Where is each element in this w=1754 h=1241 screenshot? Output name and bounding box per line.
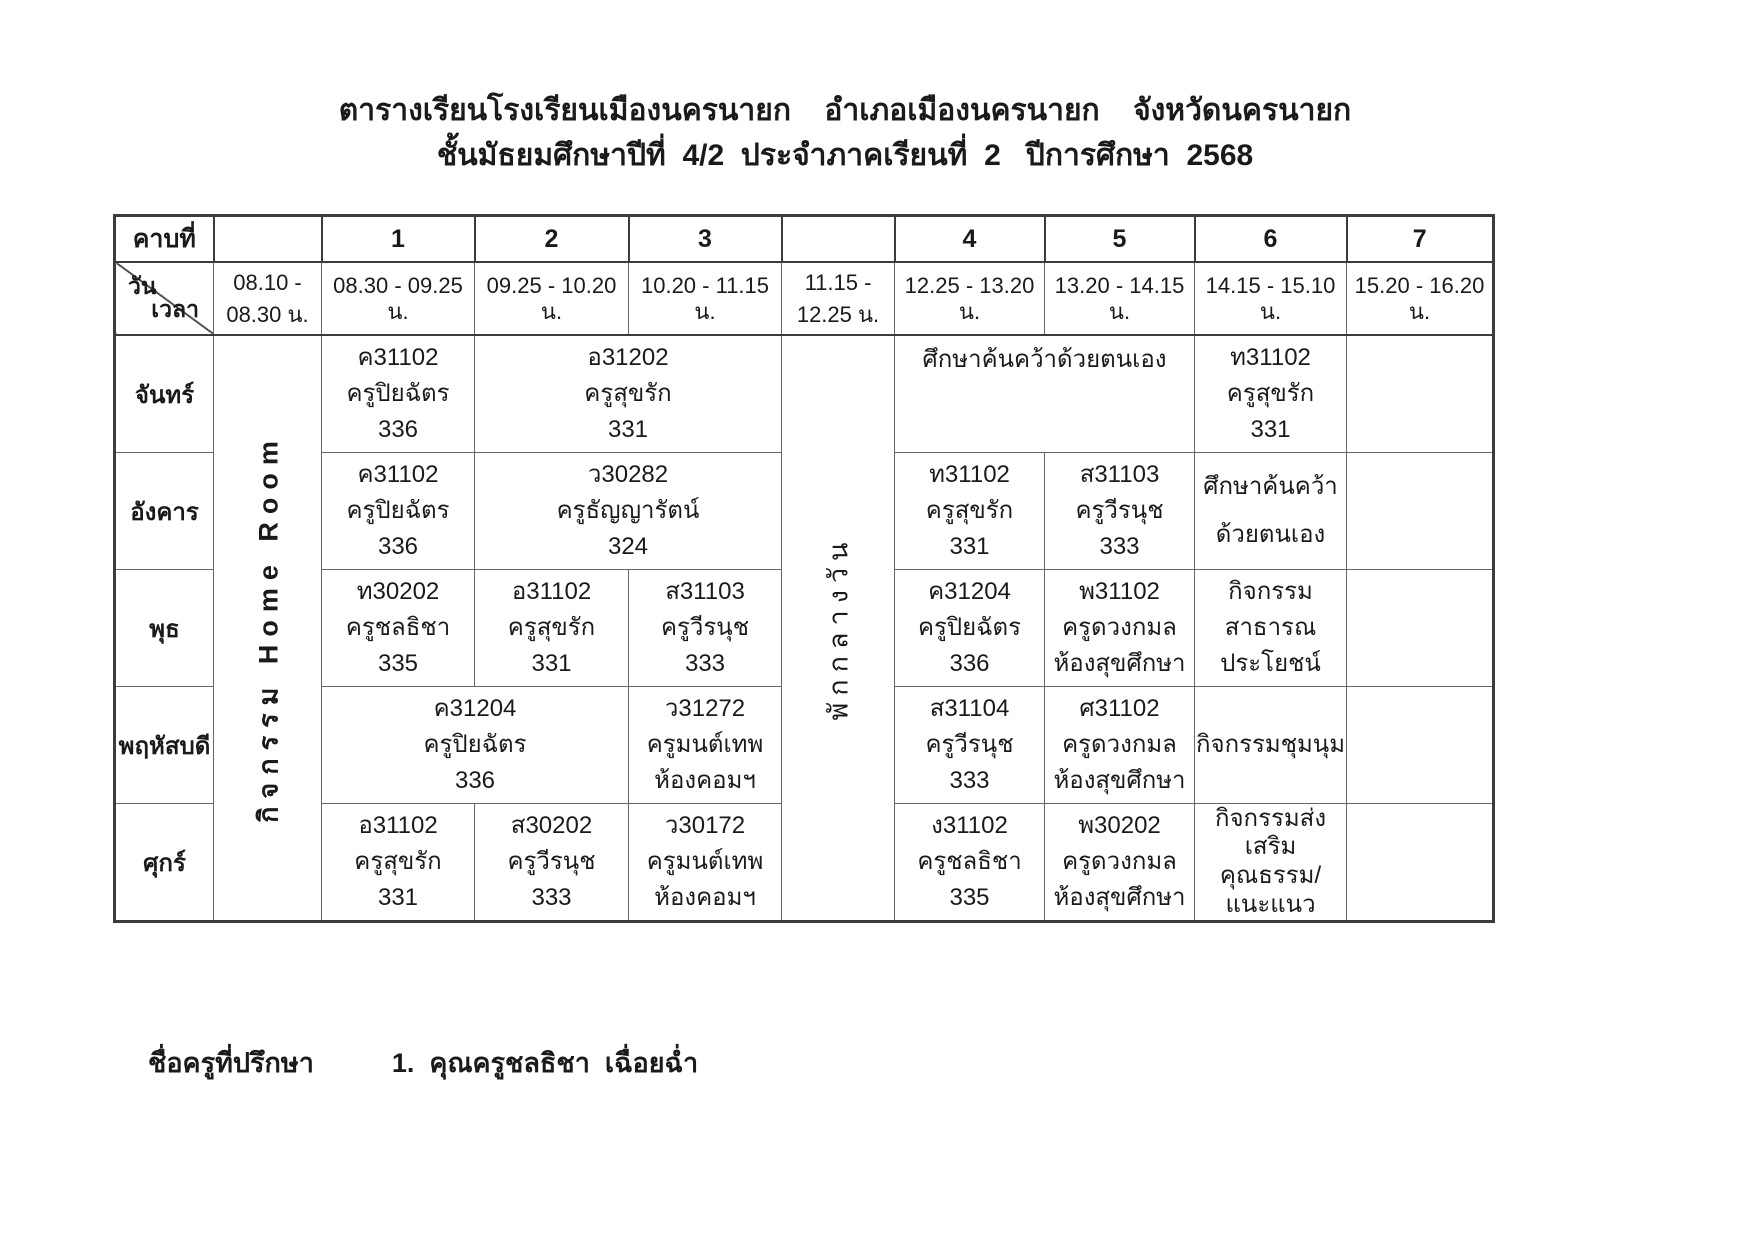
- cell-line: 336: [454, 767, 496, 795]
- subject-cell: [322, 335, 475, 453]
- subject-cell: [1195, 453, 1347, 570]
- cell-line: ครูชลธิชา: [345, 614, 451, 642]
- cell-line: กิจกรรมส่งเสริม: [1214, 805, 1327, 860]
- cell-line: 12.25 - 13.20 น.: [904, 273, 1035, 324]
- lunch-vertical-label: พักกลางวัน: [823, 535, 854, 721]
- cell-line: ท30202: [356, 578, 440, 606]
- cell-line: ด้วยตนเอง: [1215, 521, 1326, 549]
- subject-cell: [629, 804, 782, 922]
- time-row: [115, 262, 1494, 335]
- subject-cell: [475, 570, 629, 687]
- title-block: [113, 88, 1577, 178]
- cell-line: กิจกรรม: [1228, 578, 1313, 606]
- subject-cell: [1195, 570, 1347, 687]
- time-period-6: [1195, 262, 1347, 335]
- cell-line: ห้องสุขศึกษา: [1053, 650, 1186, 678]
- cell-line: 14.15 - 15.10 น.: [1205, 273, 1336, 324]
- table-row-monday: [115, 335, 1494, 453]
- cell-line: ส30202: [510, 812, 593, 840]
- cell-line: 324: [607, 533, 649, 561]
- cell-line: ว30172: [664, 812, 746, 840]
- cell-line: ครูปิยฉัตร: [423, 731, 527, 759]
- cell-line: 335: [377, 650, 419, 678]
- subject-cell-empty: [1347, 687, 1494, 804]
- time-period-1: [322, 262, 475, 335]
- cell-line: ศ31102: [1079, 695, 1160, 723]
- header-blank-lunch: [782, 216, 895, 263]
- cell-line: ส31103: [1079, 461, 1160, 489]
- cell-line: ว31272: [664, 695, 746, 723]
- cell-line: ประโยชน์: [1220, 650, 1321, 678]
- cell-line: ครูสุขรัก: [925, 497, 1014, 525]
- cell-line: ส31103: [665, 578, 745, 606]
- subject-cell: [322, 453, 475, 570]
- cell-line: ครูวีรนุช: [660, 614, 749, 642]
- cell-line: ค31204: [928, 578, 1011, 606]
- cell-line: 333: [684, 650, 726, 678]
- page-subtitle: ชั้นมัธยมศึกษาปีที่ 4/2 ประจำภาคเรียนที่ 2 ปีการศึกษา 2568: [436, 139, 1254, 172]
- cell-line: 336: [377, 533, 419, 561]
- cell-line: 331: [949, 533, 990, 561]
- period-number-5: 5: [1045, 216, 1195, 263]
- cell-line: ครูมนต์เทพ: [646, 848, 764, 876]
- cell-line: ท31102: [1230, 344, 1311, 372]
- cell-line: 08.30 - 09.25 น.: [333, 273, 463, 324]
- cell-line: คุณธรรม/: [1219, 862, 1322, 889]
- cell-line: สาธารณ: [1224, 614, 1317, 642]
- cell-line: ครูปิยฉัตร: [917, 614, 1022, 642]
- period-number-3: 3: [629, 216, 782, 263]
- cell-line: 11.15 -: [804, 270, 872, 296]
- cell-line: 12.25 น.: [796, 301, 880, 327]
- corner-day-label: วัน: [128, 273, 157, 299]
- homeroom-vertical-label: กิจกรรม Home Room: [253, 433, 283, 823]
- timetable: [113, 214, 1495, 923]
- lunch-cell: [782, 335, 895, 922]
- cell-line: ว30282: [587, 461, 669, 489]
- cell-line: ครูสุขรัก: [584, 380, 672, 408]
- subject-cell: [895, 804, 1045, 922]
- cell-line: ง31102: [931, 812, 1008, 840]
- time-period-2: [475, 262, 629, 335]
- cell-line: ครูปิยฉัตร: [346, 380, 450, 408]
- subject-cell-empty: [1347, 453, 1494, 570]
- header-blank-homeroom: [214, 216, 322, 263]
- subject-cell: [322, 687, 629, 804]
- cell-line: [895, 384, 1194, 408]
- period-number-1: 1: [322, 216, 475, 263]
- cell-line: ครูดวงกมล: [1062, 848, 1177, 876]
- subject-cell: [629, 687, 782, 804]
- day-label-thursday: พฤหัสบดี: [115, 687, 214, 804]
- cell-line: 336: [377, 416, 419, 444]
- cell-line: 15.20 - 16.20 น.: [1354, 273, 1485, 324]
- period-number-4: 4: [895, 216, 1045, 263]
- period-header-label: คาบที่: [115, 216, 214, 263]
- cell-line: พ31102: [1079, 578, 1160, 606]
- subject-cell-empty: [1347, 335, 1494, 453]
- cell-line: ค31102: [357, 461, 439, 489]
- subject-cell: [895, 335, 1195, 453]
- subject-cell: [1045, 453, 1195, 570]
- cell-line: ค31102: [357, 344, 439, 372]
- cell-line: ห้องคอมฯ: [654, 767, 756, 795]
- cell-line: ครูธัญญารัตน์: [556, 497, 700, 525]
- cell-line: อ31102: [511, 578, 592, 606]
- cell-line: 331: [607, 416, 649, 444]
- subject-cell: [1045, 804, 1195, 922]
- cell-line: 08.30 น.: [226, 301, 309, 327]
- cell-line: อ31102: [358, 812, 438, 840]
- subject-cell: [1045, 570, 1195, 687]
- cell-line: ครูวีรนุช: [1075, 497, 1164, 525]
- time-homeroom: [214, 262, 322, 335]
- cell-line: 10.20 - 11.15 น.: [640, 273, 770, 324]
- subject-cell: [322, 570, 475, 687]
- cell-line: ครูสุขรัก: [1226, 380, 1315, 408]
- subject-cell: [1195, 335, 1347, 453]
- subject-cell: [322, 804, 475, 922]
- cell-line: ครูชลธิชา: [917, 848, 1022, 876]
- cell-line: ครูดวงกมล: [1062, 614, 1177, 642]
- cell-line: พ30202: [1078, 812, 1161, 840]
- subject-cell: [1195, 687, 1347, 804]
- cell-line: ครูมนต์เทพ: [646, 731, 764, 759]
- cell-line: ครูวีรนุช: [507, 848, 596, 876]
- cell-line: ครูดวงกมล: [1062, 731, 1177, 759]
- subject-cell: [475, 453, 782, 570]
- time-lunch: [782, 262, 895, 335]
- cell-line: แนะแนว: [1225, 891, 1316, 918]
- homeroom-cell: [214, 335, 322, 922]
- cell-line: ครูสุขรัก: [507, 614, 596, 642]
- cell-line: ห้องสุขศึกษา: [1053, 767, 1186, 795]
- subject-cell: [895, 570, 1045, 687]
- cell-line: อ31202: [587, 344, 669, 372]
- cell-line: ศึกษาค้นคว้าด้วยตนเอง: [922, 346, 1167, 374]
- cell-line: กิจกรรมชุมนุม: [1195, 731, 1346, 759]
- cell-line: ส31104: [929, 695, 1010, 723]
- cell-line: 333: [531, 884, 572, 912]
- cell-line: [895, 418, 1194, 442]
- cell-line: ท31102: [929, 461, 1010, 489]
- corner-time-label: เวลา: [151, 296, 199, 322]
- cell-line: 335: [949, 884, 990, 912]
- period-number-2: 2: [475, 216, 629, 263]
- subject-cell: [895, 687, 1045, 804]
- day-time-corner: [115, 262, 214, 335]
- advisor-name: 1. คุณครูชลธิชา เฉื่อยฉ่ำ: [391, 1048, 699, 1078]
- cell-line: 331: [531, 650, 572, 678]
- period-number-6: 6: [1195, 216, 1347, 263]
- cell-line: ค31204: [433, 695, 517, 723]
- day-label-friday: ศุกร์: [115, 804, 214, 922]
- cell-line: ครูวีรนุช: [925, 731, 1014, 759]
- cell-line: 331: [377, 884, 419, 912]
- cell-line: 333: [949, 767, 990, 795]
- time-period-4: [895, 262, 1045, 335]
- cell-line: 333: [1099, 533, 1140, 561]
- subject-cell: [1195, 804, 1347, 922]
- cell-line: 13.20 - 14.15 น.: [1054, 273, 1185, 324]
- cell-line: ครูสุขรัก: [354, 848, 442, 876]
- cell-line: 09.25 - 10.20 น.: [486, 273, 617, 324]
- advisor-row: [148, 1041, 1754, 1084]
- time-period-3: [629, 262, 782, 335]
- day-label-monday: จันทร์: [115, 335, 214, 453]
- advisor-label: ชื่อครูที่ปรึกษา: [148, 1048, 314, 1078]
- cell-line: 331: [1250, 416, 1291, 444]
- page-title: ตารางเรียนโรงเรียนเมืองนครนายก อำเภอเมืองนครนายก จังหวัดนครนายก: [338, 94, 1352, 127]
- period-number-7: 7: [1347, 216, 1494, 263]
- period-header-row: [115, 216, 1494, 263]
- subject-cell: [629, 570, 782, 687]
- time-period-5: [1045, 262, 1195, 335]
- subject-cell: [475, 335, 782, 453]
- day-label-tuesday: อังคาร: [115, 453, 214, 570]
- subject-cell: [475, 804, 629, 922]
- subject-cell-empty: [1347, 570, 1494, 687]
- cell-line: ครูปิยฉัตร: [346, 497, 450, 525]
- subject-cell: [1045, 687, 1195, 804]
- cell-line: ห้องคอมฯ: [654, 884, 756, 912]
- cell-line: ศึกษาค้นคว้า: [1203, 473, 1338, 501]
- subject-cell: [895, 453, 1045, 570]
- day-label-wednesday: พุธ: [115, 570, 214, 687]
- cell-line: ห้องสุขศึกษา: [1053, 884, 1186, 912]
- cell-line: 336: [949, 650, 990, 678]
- subject-cell-empty: [1347, 804, 1494, 922]
- cell-line: 08.10 -: [233, 270, 302, 296]
- time-period-7: [1347, 262, 1494, 335]
